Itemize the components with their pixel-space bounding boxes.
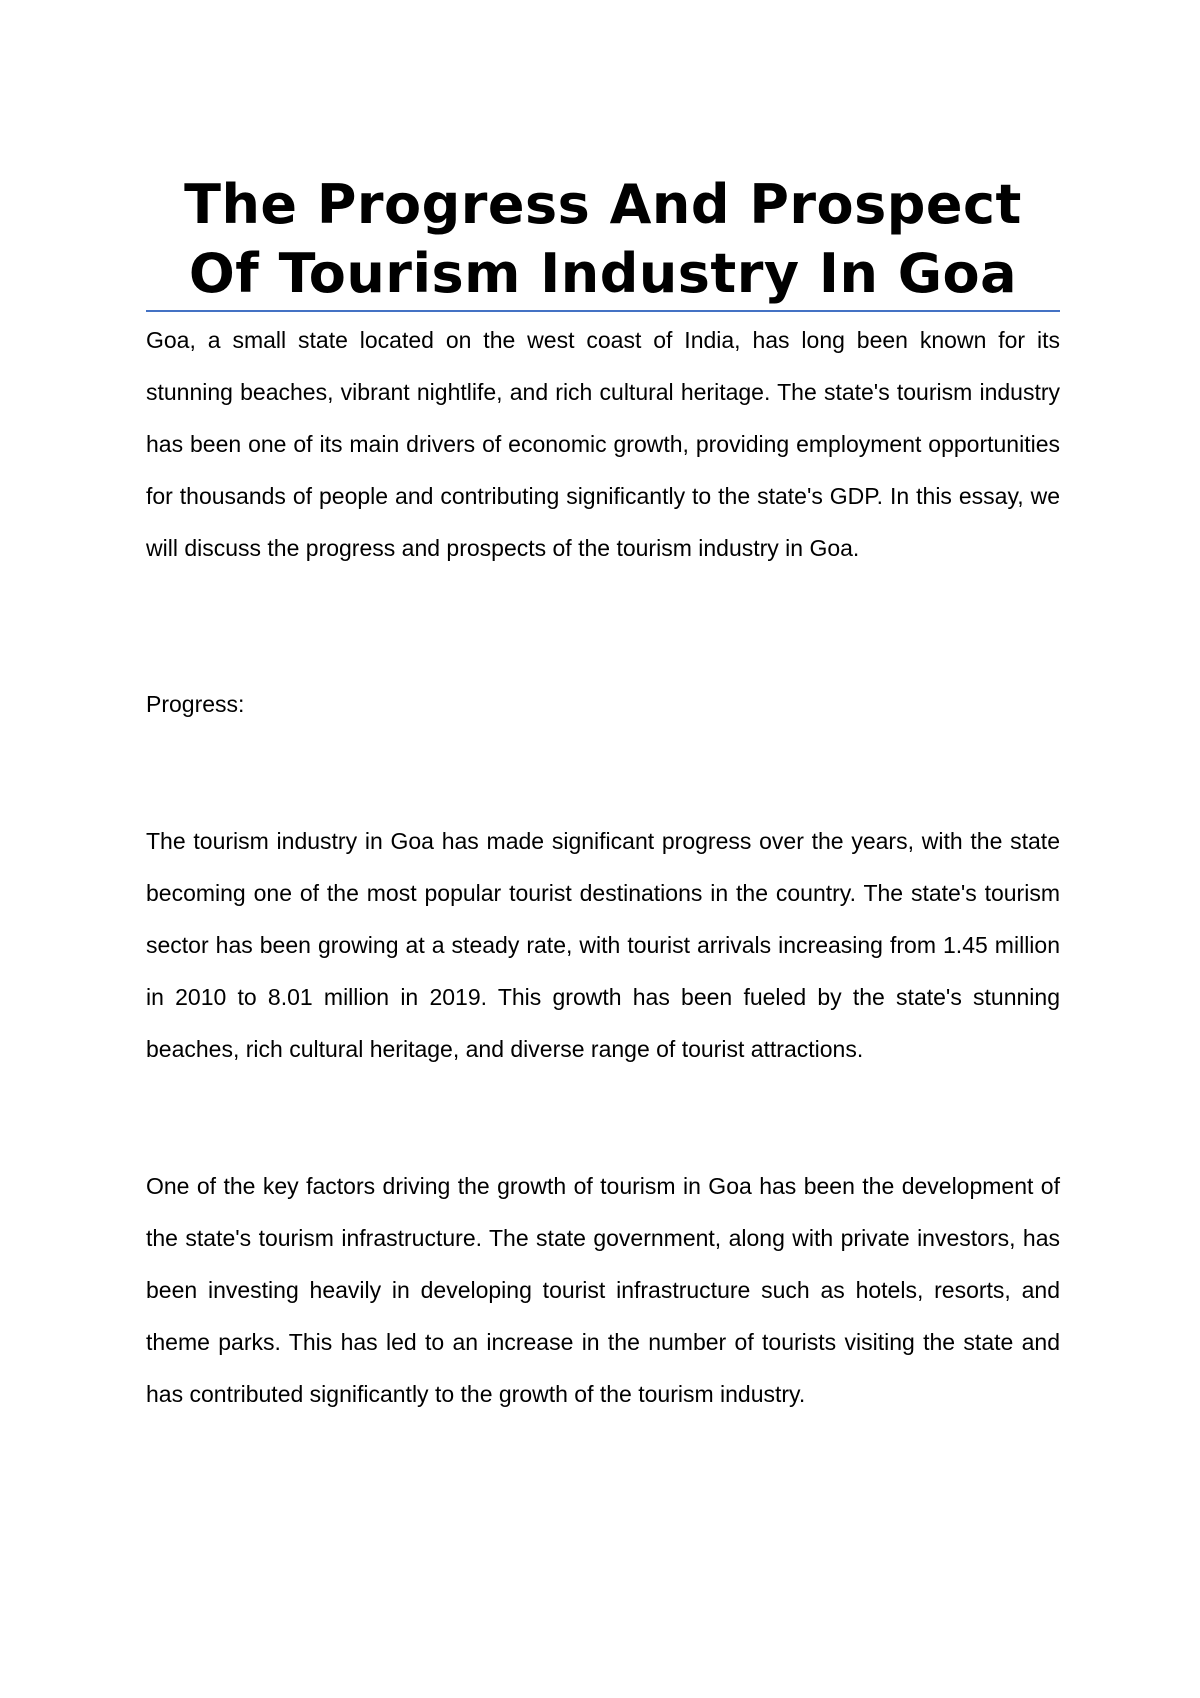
document-page [146, 170, 1060, 1420]
title-underline [146, 310, 1060, 312]
intro-paragraph: Goa, a small state located on the west coast of India, has long been known for its stunning beaches, vibrant nightlife, and rich cultural heritage. The state's tourism industry has been one of its main drivers of economic growth, providing employment opportunities for thousands of people and contributing significantly to the state's GDP. In this essay, we will discuss the progress and prospects of the tourism industry in Goa. [146, 327, 1060, 561]
progress-paragraph-2: One of the key factors driving the growth of tourism in Goa has been the development of the state's tourism infrastructure. The state government, along with private investors, has been investing heavily in developing tourist infrastructure such as hotels, resorts, and theme parks. This has led to an increase in the number of tourists visiting the state and has contributed significantly to the growth of the tourism industry. [146, 1173, 1060, 1407]
document-title: The Progress And Prospect Of Tourism Industry In Goa [184, 173, 1022, 305]
section-heading-progress: Progress: [146, 691, 245, 717]
progress-paragraph-1: The tourism industry in Goa has made significant progress over the years, with the state becoming one of the most popular tourist destinations in the country. The state's tourism sector has been growing at a steady rate, with tourist arrivals increasing from 1.45 million in 2010 to 8.01 million in 2019. This growth has been fueled by the state's stunning beaches, rich cultural heritage, and diverse range of tourist attractions. [146, 828, 1060, 1062]
